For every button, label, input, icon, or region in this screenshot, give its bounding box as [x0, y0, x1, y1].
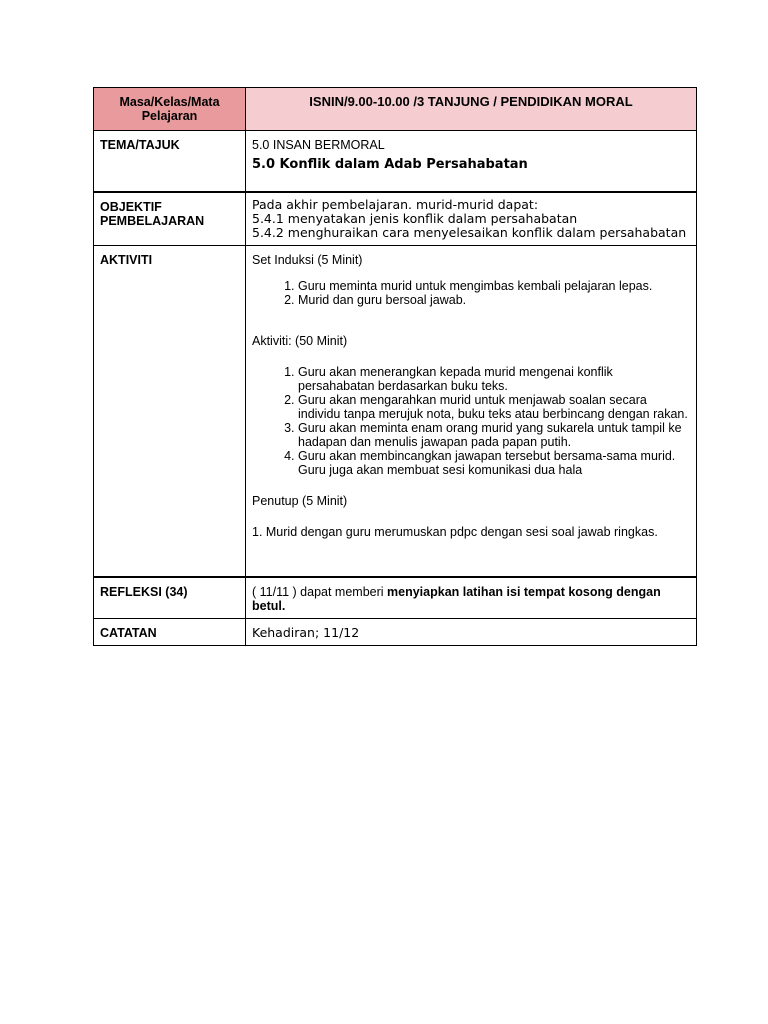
- catatan-value: Kehadiran; 11/12: [246, 619, 697, 646]
- aktiviti-label: AKTIVITI: [94, 246, 246, 578]
- objektif-label: OBJEKTIF PEMBELAJARAN: [94, 192, 246, 246]
- refleksi-bold: menyiapkan latihan isi tempat kosong dengan betul.: [252, 585, 661, 613]
- tema-row: [94, 131, 697, 193]
- header-row: [94, 88, 697, 131]
- list-item: 2. Murid dan guru bersoal jawab.: [298, 293, 690, 307]
- objektif-cell: [246, 192, 697, 246]
- catatan-row: [94, 619, 697, 646]
- objektif-item1: 5.4.1 menyatakan jenis konflik dalam persahabatan: [252, 211, 578, 226]
- tema-line2: 5.0 Konflik dalam Adab Persahabatan: [252, 157, 528, 172]
- tema-label: TEMA/TAJUK: [94, 131, 246, 193]
- aktiviti-row: [94, 246, 697, 578]
- aktiviti-cell: [246, 246, 697, 578]
- induksi-list: [252, 279, 690, 307]
- header-label: Masa/Kelas/Mata Pelajaran: [94, 88, 246, 131]
- objektif-intro: Pada akhir pembelajaran. murid-murid dapat:: [252, 197, 539, 212]
- lesson-plan-table: [93, 87, 697, 646]
- aktiviti-list: [252, 365, 690, 477]
- penutup-item: 1. Murid dengan guru merumuskan pdpc dengan sesi soal jawab ringkas.: [252, 525, 658, 539]
- objektif-row: [94, 192, 697, 246]
- tema-line1: 5.0 INSAN BERMORAL: [252, 138, 385, 152]
- refleksi-row: [94, 577, 697, 619]
- tema-cell: [246, 131, 697, 193]
- header-value: ISNIN/9.00-10.00 /3 TANJUNG / PENDIDIKAN MORAL: [246, 88, 697, 131]
- list-item: 4. Guru akan membincangkan jawapan tersebut bersama-sama murid. Guru juga akan membuat sesi komunikasi dua hala: [298, 449, 690, 477]
- induksi-title: Set Induksi (5 Minit): [252, 253, 363, 267]
- catatan-label: CATATAN: [94, 619, 246, 646]
- refleksi-cell: [246, 577, 697, 619]
- list-item: 1. Guru akan menerangkan kepada murid mengenai konflik persahabatan berdasarkan buku teks.: [298, 365, 690, 393]
- list-item: 3. Guru akan meminta enam orang murid yang sukarela untuk tampil ke hadapan dan menulis jawapan pada papan putih.: [298, 421, 690, 449]
- refleksi-label: REFLEKSI (34): [94, 577, 246, 619]
- list-item: 2. Guru akan mengarahkan murid untuk menjawab soalan secara individu tanpa merujuk nota, buku teks atau berbincang dengan rakan.: [298, 393, 690, 421]
- penutup-title: Penutup (5 Minit): [252, 494, 348, 508]
- list-item: 1. Guru meminta murid untuk mengimbas kembali pelajaran lepas.: [298, 279, 690, 293]
- objektif-item2: 5.4.2 menghuraikan cara menyelesaikan konflik dalam persahabatan: [252, 225, 687, 240]
- aktiviti-title: Aktiviti: (50 Minit): [252, 334, 348, 348]
- refleksi-prefix: ( 11/11 ) dapat memberi: [252, 585, 388, 599]
